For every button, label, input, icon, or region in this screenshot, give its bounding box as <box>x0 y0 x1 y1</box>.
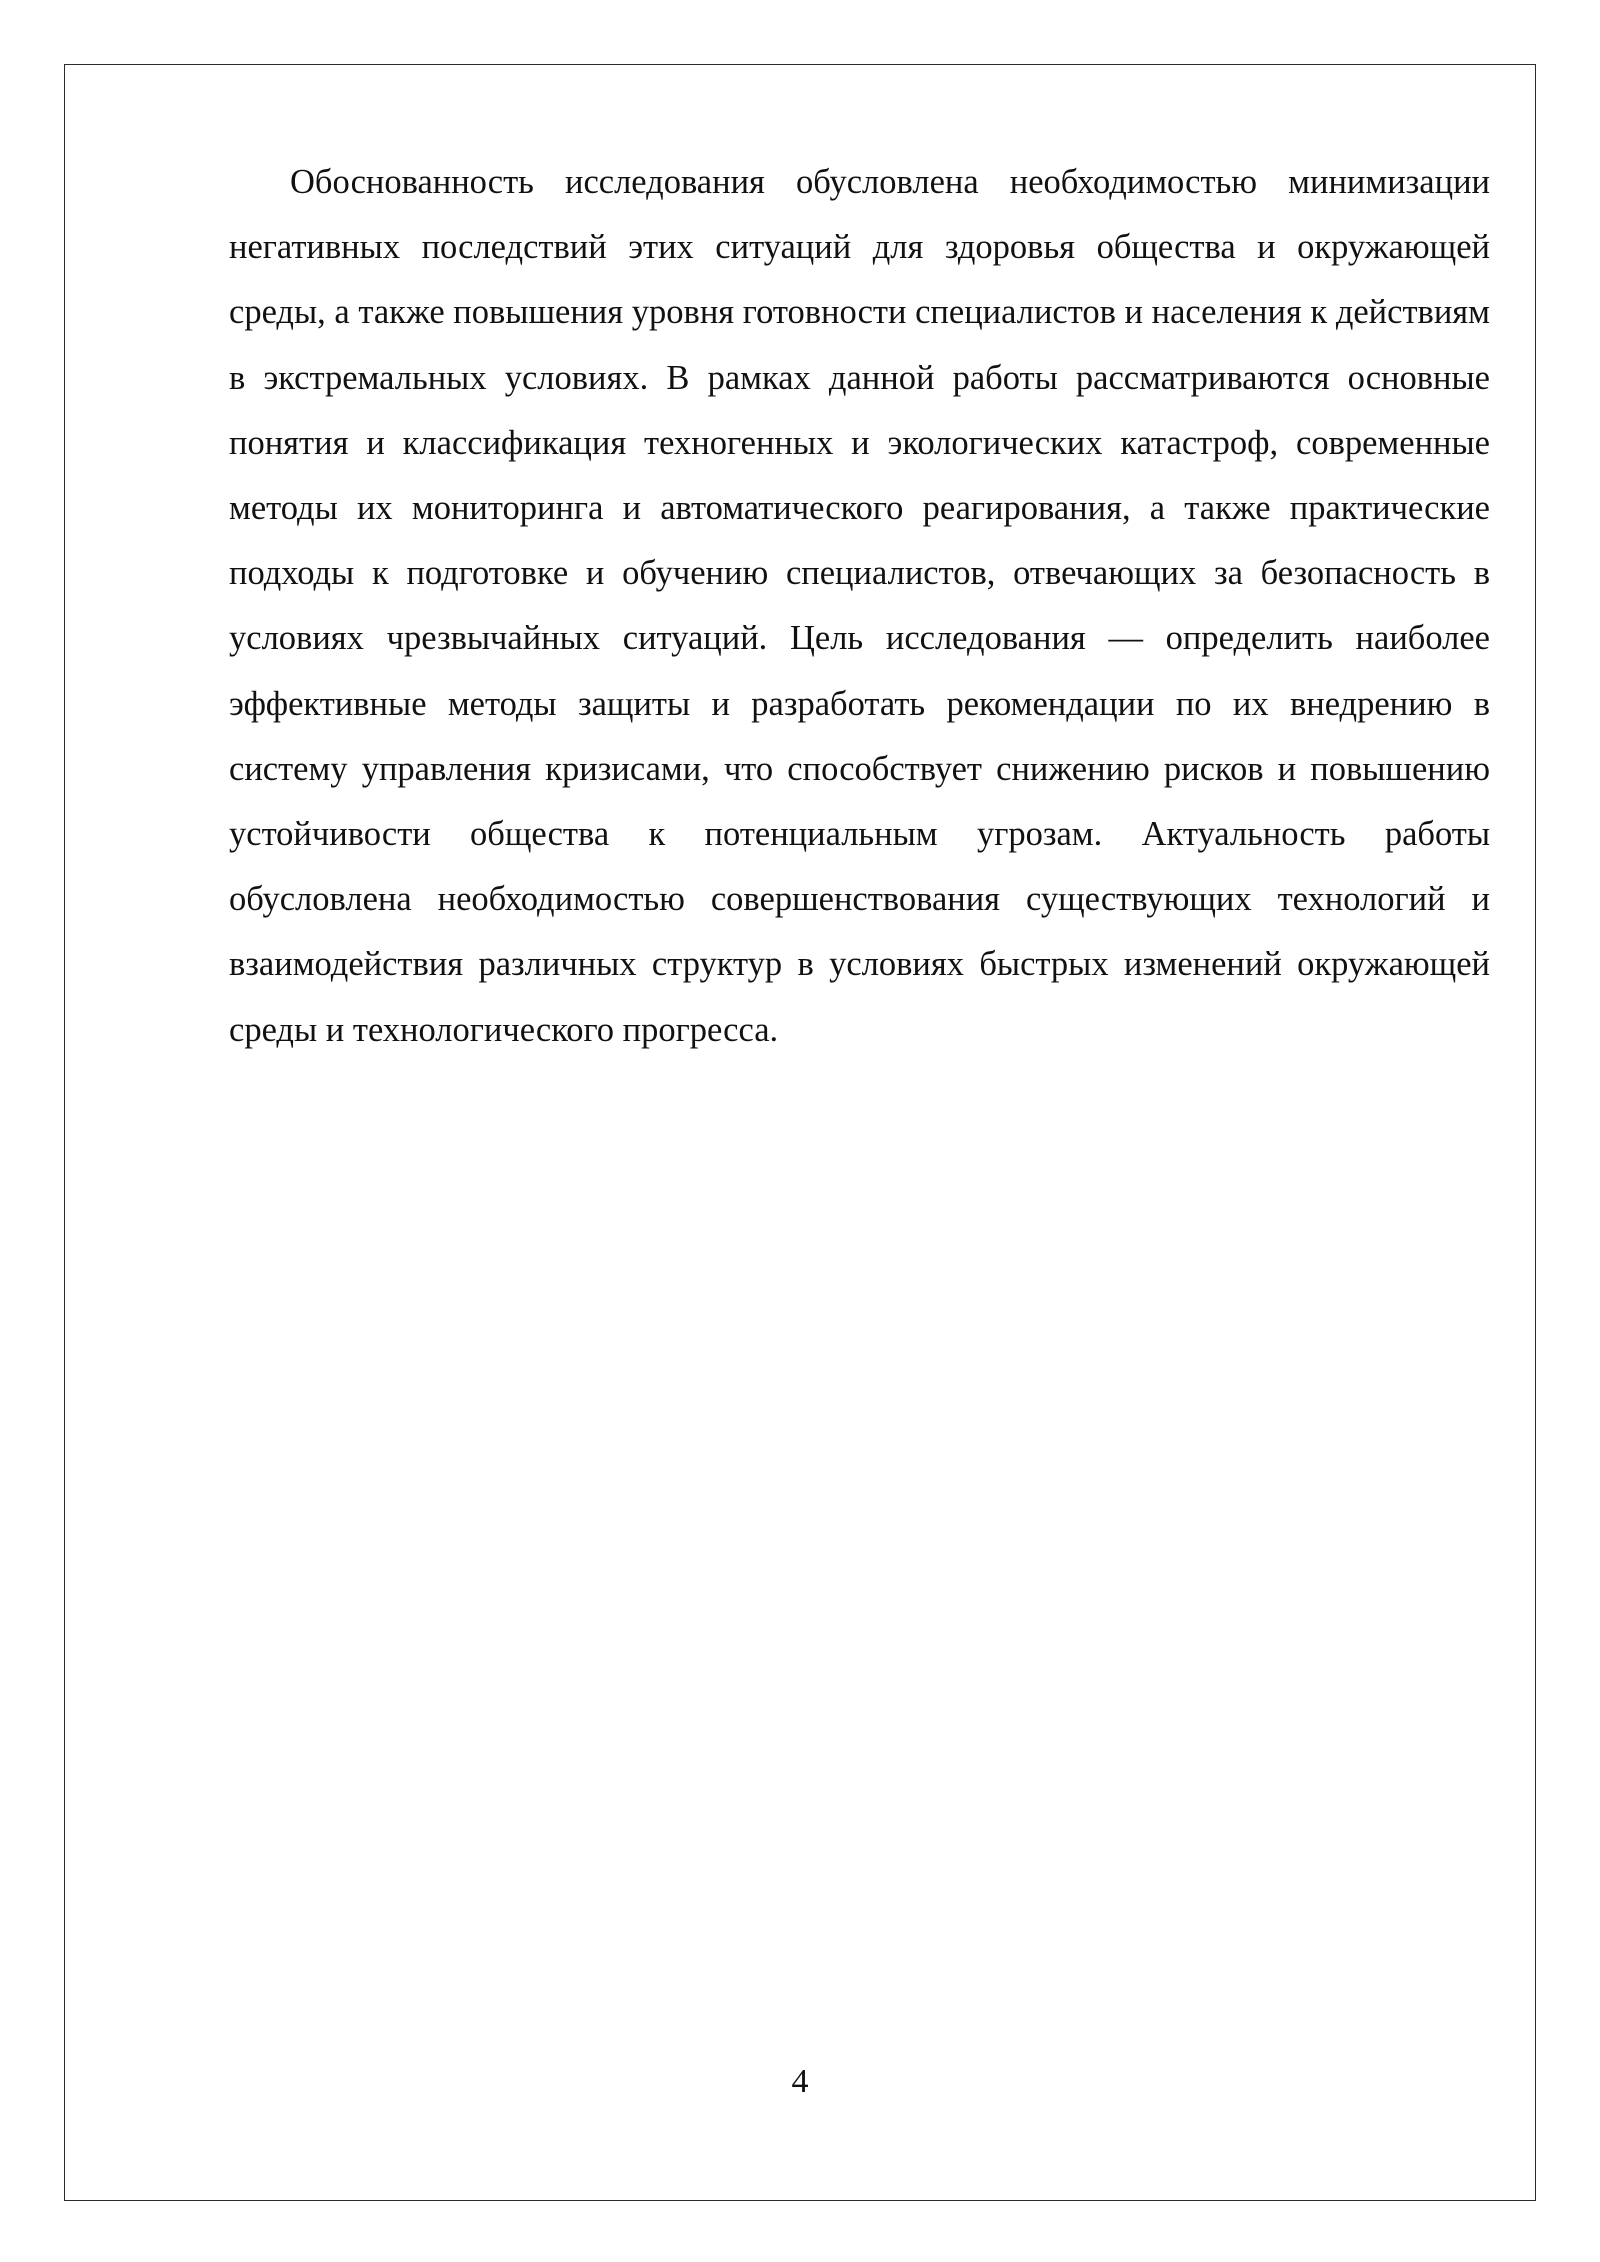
body-paragraph: Обоснованность исследования обусловлена необходимостью минимизации негативных последствий этих ситуаций для здоровья общества и окружающей среды, а также повышения уровня готовности специалистов и населения к действиям в экстремальных условиях. В рамках данной работы рассматриваются основные понятия и классификация техногенных и экологических катастроф, современные методы их мониторинга и автоматического реагирования, а также практические подходы к подготовке и обучению специалистов, отвечающих за безопасность в условиях чрезвычайных ситуаций. Цель исследования — определить наиболее эффективные методы защиты и разработать рекомендации по их внедрению в систему управления кризисами, что способствует снижению рисков и повышению устойчивости общества к потенциальным угрозам. Актуальность работы обусловлена необходимостью совершенствования существующих технологий и взаимодействия различных структур в условиях быстрых изменений окружающей среды и технологического прогресса. <box>229 163 1490 1049</box>
page-number: 4 <box>791 2063 809 2100</box>
